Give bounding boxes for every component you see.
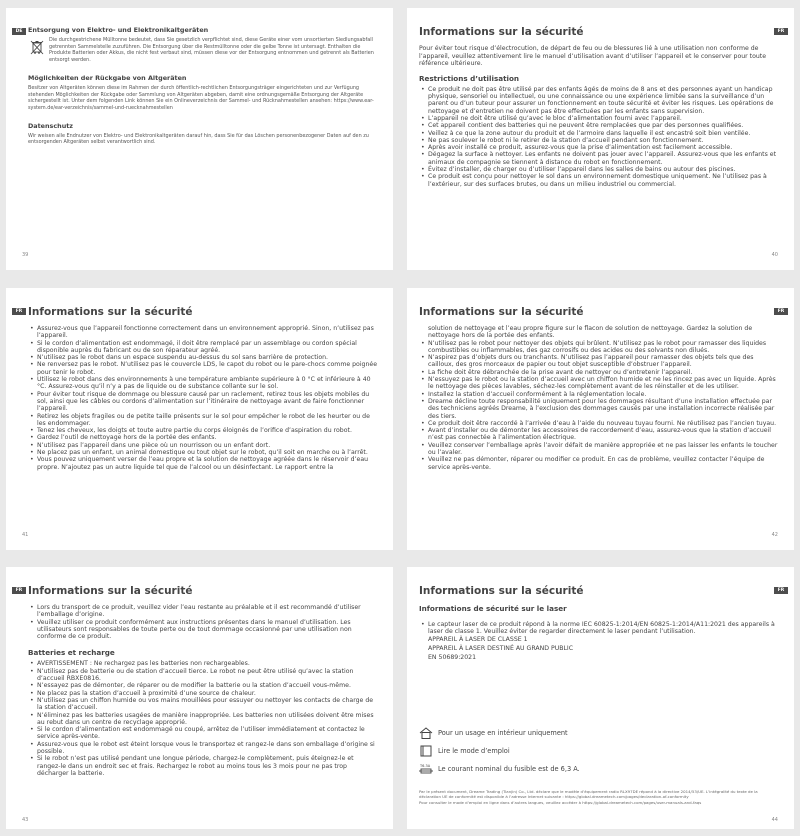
list-item: • Si le cordon d’alimentation est endommagé, il doit être remplacé par un assemblage ou cordon spécial disponible auprès du fabricant ou de son réparateur agréé. [37, 340, 379, 355]
bullet-list [419, 86, 778, 188]
list-item: • Dégagez la surface à nettoyer. Les enfants ne doivent pas jouer avec l’appareil. Assurez-vous que les enfants et animaux de compagnie se tiennent à distance du robot en fonctionnement. [428, 151, 778, 166]
list-item: • Évitez d’installer, de charger ou d’utiliser l’appareil dans les salles de bains ou autour des piscines. [428, 166, 778, 173]
list-item: • Ce produit ne doit pas être utilisé par des enfants âgés de moins de 8 ans et des personnes ayant un handicap physique, sensoriel ou intellectuel, ou une connaissance ou une expérience limitée sans la surveillance d’un parent ou d’un tuteur pour assurer un fonctionnement en toute sécurité et éviter les risques. Les opérations de nettoyage et d’entretien ne doivent pas être effectuées par les enfants sans supervision. [428, 86, 778, 115]
list-item: • Veuillez ne pas démonter, réparer ou modifier ce produit. En cas de problème, veuillez contacter l’équipe de service après-vente. [428, 456, 778, 471]
manual-page-40 [407, 8, 794, 270]
list-item: • Tenez les cheveux, les doigts et toute autre partie du corps éloignés de l’orifice d’aspiration du robot. [37, 427, 379, 434]
page-content [419, 26, 778, 188]
list-item: • N’utilisez pas le robot dans un espace suspendu au-dessus du sol sans barrière de protection. [37, 354, 379, 361]
list-item: • La fiche doit être débranchée de la prise avant de nettoyer ou d’entretenir l’appareil. [428, 369, 778, 376]
bullet-list [419, 340, 778, 471]
list-item: • Assurez-vous que l’appareil fonctionne correctement dans un environnement approprié. Sinon, n’utilisez pas l’appareil. [37, 325, 379, 340]
bullet-list [28, 604, 379, 640]
fuse-rating-label: T6.3A [420, 764, 431, 768]
list-item: • Veuillez utiliser ce produit conformément aux instructions présentes dans le manuel d’utilisation. Les utilisateurs sont responsables de toute perte ou de tout dommage occasionné par une utilisation non conforme de ce produit. [37, 619, 379, 641]
section-title-weee: Entsorgung von Elektro- und Elektronikaltgeräten [28, 26, 209, 34]
list-item: • Après avoir installé ce produit, assurez-vous que la prise d’alimentation est facilement accessible. [428, 144, 778, 151]
list-item: • Pour éviter tout risque de dommage ou blessure causé par un raclement, retirez tous les objets mobiles du sol, ainsi que les câbles ou cordons d’alimentation sur l’itinéraire de nettoyage avant de faire fonctionner l’appareil. [37, 391, 379, 413]
page-title: Informations sur la sécurité [419, 26, 584, 38]
list-item: • Cet appareil contient des batteries qui ne peuvent être remplacées que par des personnes qualifiées. [428, 122, 778, 129]
page-content [28, 26, 379, 146]
list-item: • Installez la station d’accueil conformément à la réglementation locale. [428, 391, 778, 398]
manual-page-44 [407, 567, 794, 829]
legend-row [419, 727, 580, 739]
legend-text: Le courant nominal du fusible est de 6,3 A. [438, 765, 580, 773]
list-item: • Veillez à ce que la zone autour du produit et de l’armoire dans laquelle il est encastré soit bien ventilée. [428, 130, 778, 137]
legend-text: Lire le mode d’emploi [438, 747, 510, 755]
page-number: 39 [22, 252, 29, 258]
list-item: • L’appareil ne doit être utilisé qu’avec le bloc d’alimentation fourni avec l’appareil. [428, 115, 778, 122]
fuse-icon [419, 763, 433, 775]
list-item: • N’aspirez pas d’objets durs ou tranchants. N’utilisez pas l’appareil pour ramasser des objets tels que des cailloux, des gros morceaux de papier ou tout objet susceptible d’obstruer l’appareil. [428, 354, 778, 369]
intro-text: Pour éviter tout risque d’électrocution, de départ de feu ou de blessures lié à une utilisation non conforme de l’appareil, veuillez attentivement lire le manuel d’utilisation avant d’utiliser l’appareil et le conserver pour toute référence ultérieure. [419, 45, 767, 68]
list-item: • Retirez les objets fragiles ou de petite taille présents sur le sol pour empêcher le robot de les heurter ou de les endommager. [37, 413, 379, 428]
list-item: • Ce produit est conçu pour nettoyer le sol dans un environnement domestique uniquement. Ne l’utilisez pas à l’extérieur, sur des surfaces brutes, ou dans un milieu industriel ou commercial. [428, 173, 778, 188]
section-title-privacy: Datenschutz [28, 121, 74, 130]
list-item: • Vous pouvez uniquement verser de l’eau propre et la solution de nettoyage agréée dans le réservoir d’eau propre. N’ajoutez pas un autre liquide tel que de l’alcool ou un désinfectant. Le rapport entre la [37, 456, 379, 471]
page-number: 42 [771, 532, 778, 538]
list-item: • Utilisez le robot dans des environnements à une température ambiante supérieure à 0 °C et inférieure à 40 °C. Assurez-vous qu’il n’y a pas de liquide ou de substance collante sur le sol. [37, 376, 379, 391]
page-content [28, 585, 379, 777]
list-item: • N’essuyez pas le robot ou la station d’accueil avec un chiffon humide et ne les rincez pas avec un liquide. Après le nettoyage des pièces lavables, séchez-les complètement avant de les réinstaller et de les utiliser. [428, 376, 778, 391]
list-item: • Ne pas soulever le robot ni le retirer de la station d’accueil pendant son fonctionnement. [428, 137, 778, 144]
list-item: • Si le robot n’est pas utilisé pendant une longue période, chargez-le complètement, puis éteignez-le et rangez-le dans un endroit sec et frais. Rechargez le robot au moins tous les 3 mois pour ne pas trop décharger la batterie. [37, 755, 379, 777]
page-number: 41 [22, 532, 29, 538]
continued-text: solution de nettoyage et l’eau propre figure sur le flacon de solution de nettoyage. Gardez la solution de nettoyage hors de la portée des enfants. [428, 325, 753, 340]
section-subtitle: Informations de sécurité sur le laser [419, 604, 567, 613]
list-item: • N’essayez pas de démonter, de réparer ou de modifier la batterie ou la station d’accueil vous-même. [37, 682, 379, 689]
list-item: • Ne renversez pas le robot. N’utilisez pas le couvercle LDS, le capot du robot ou le pare-chocs comme poignée pour tenir le robot. [37, 361, 379, 376]
laser-class-line: APPAREIL À LASER DE CLASSE 1 [428, 635, 528, 643]
bullet-list [28, 325, 379, 471]
crossed-bin-icon [30, 39, 44, 55]
language-tag: FR [774, 308, 788, 315]
language-tag: FR [12, 587, 26, 594]
house-icon [419, 727, 433, 739]
list-item: • AVERTISSEMENT : Ne rechargez pas les batteries non rechargeables. [37, 660, 379, 667]
list-item: • Avant d’installer ou de démonter les accessoires de raccordement d’eau, assurez-vous que la station d’accueil n’est pas connectée à l’alimentation électrique. [428, 427, 778, 442]
legend-text: Pour un usage en intérieur uniquement [438, 729, 568, 737]
manual-page-42 [407, 288, 794, 550]
laser-standard-line: EN 50689:2021 [428, 653, 477, 661]
list-item: • Ce produit doit être raccordé à l’arrivée d’eau à l’aide du nouveau tuyau fourni. Ne réutilisez pas l’ancien tuyau. [428, 420, 778, 427]
language-tag: FR [12, 308, 26, 315]
list-item: • Ne placez pas la station d’accueil à proximité d’une source de chaleur. [37, 690, 379, 697]
list-item: • N’utilisez pas le robot pour nettoyer des objets qui brûlent. N’utilisez pas le robot pour ramasser des liquides combustibles ou inflammables, des gaz corrosifs ou des acides ou des solvants non dilués. [428, 340, 778, 355]
language-tag: DE [12, 28, 26, 35]
list-item: • Lors du transport de ce produit, veuillez vider l’eau restante au préalable et il est recommandé d’utiliser l’emballage d’origine. [37, 604, 379, 619]
section-subtitle: Batteries et recharge [28, 648, 115, 658]
language-tag: FR [774, 28, 788, 35]
bullet-list [419, 621, 778, 636]
page-title: Informations sur la sécurité [419, 306, 584, 318]
battery-bullet-list [28, 660, 379, 777]
list-item: • Dreame décline toute responsabilité uniquement pour les dommages résultant d’une installation effectuée par des techniciens agréés Dreame, à l’exclusion des dommages causés par une installation incorrecte réalisée par des tiers. [428, 398, 778, 420]
list-item: • N’utilisez pas de batterie ou de station d’accueil tierce. Le robot ne peut être utilisé qu’avec la station d’accueil RBXE0816. [37, 668, 379, 683]
language-tag: FR [774, 587, 788, 594]
declaration-text: Par le présent document, Dreame Trading (Tianjin) Co., Ltd. déclare que le modèle d’équipement radio RLX97DE répond à la directive 2014/53/UE. L’intégralité du texte de la déclaration UE de conformité est disponible à l’adresse Internet suivante : https://global.dreametech.com/pages/declaration-of-conformity [419, 788, 758, 799]
list-item: • N’utilisez pas l’appareil dans une pièce où un nourrisson ou un enfant dort. [37, 442, 379, 449]
weee-section [28, 37, 379, 64]
page-content [28, 306, 379, 471]
section-subtitle: Restrictions d’utilisation [419, 73, 520, 83]
manual-page-41 [6, 288, 393, 550]
page-title: Informations sur la sécurité [28, 585, 193, 597]
section-title-return: Möglichkeiten der Rückgabe von Altgeräten [28, 73, 187, 82]
list-item: • Ne placez pas un enfant, un animal domestique ou tout objet sur le robot, qu’il soit en marche ou à l’arrêt. [37, 449, 379, 456]
return-text: Besitzer von Altgeräten können diese im Rahmen der durch öffentlich-rechtlichen Entsorgungsträger eingerichteten und zur Verfügung stehenden Möglichkeiten der Rückgabe oder Sammlung von Altgeräten abgeben, damit eine ordnungsgemäße Entsorgung der Altgeräte sichergestellt ist. Unter dem folgenden Link können Sie ein Onlineverzeichnis der Sammel- und Rücknahmestellen ansehen: https://www.ear-system.de/ear-verzeichnis/sammel-und-ruecknahmestellen [28, 84, 374, 111]
page-number: 43 [22, 817, 29, 823]
manual-page-43 [6, 567, 393, 829]
online-manual-text: Pour consulter le mode d’emploi en ligne dans d’autres langues, veuillez accéder à https://global.dreametech.com/pages/user-manuals-and-faqs [419, 799, 702, 805]
list-item: • N’utilisez pas un chiffon humide ou vos mains mouillées pour essuyer ou nettoyer les contacts de charge de la station d’accueil. [37, 697, 379, 712]
list-item: • Si le cordon d’alimentation est endommagé ou coupé, arrêtez de l’utiliser immédiatement et contactez le service après-vente. [37, 726, 379, 741]
page-number: 44 [771, 817, 778, 823]
list-item: • Gardez l’outil de nettoyage hors de la portée des enfants. [37, 434, 379, 441]
fine-print [419, 789, 780, 806]
book-icon [419, 745, 433, 757]
symbol-legend [419, 727, 580, 781]
weee-text: Die durchgestrichene Mülltonne bedeutet, dass Sie gesetzlich verpflichtet sind, diese Geräte einer vom unsortierten Siedlungsabfall getrennten Sammelstelle zuzuführen. Die Entsorgung über die Restmülltonne oder die gelbe Tonne ist untersagt. Enthalten die Produkte Batterien oder Akkus, die nicht fest verbaut sind, müssen diese vor der Entsorgung entnommen und getrennt als Batterien entsorgt werden. [49, 37, 374, 64]
list-item: • Veuillez conserver l’emballage après l’avoir défait de manière appropriée et ne pas laisser les enfants le toucher ou l’avaler. [428, 442, 778, 457]
privacy-text: Wir weisen alle Endnutzer von Elektro- und Elektronikaltgeräten darauf hin, dass Sie für das Löschen personenbezogener Daten auf den zu entsorgenden Altgeräten selbst verantwortlich sind. [28, 132, 369, 146]
legend-row [419, 745, 580, 757]
laser-consumer-line: APPAREIL À LASER DESTINÉ AU GRAND PUBLIC [428, 644, 574, 652]
legend-row [419, 763, 580, 775]
page-content [419, 306, 778, 471]
page-title: Informations sur la sécurité [28, 306, 193, 318]
list-item: • N’éliminez pas les batteries usagées de manière inappropriée. Les batteries non utilisées doivent être mises au rebut dans un centre de recyclage approprié. [37, 712, 379, 727]
page-title: Informations sur la sécurité [419, 585, 584, 597]
page-content [419, 585, 778, 663]
list-item: • Assurez-vous que le robot est éteint lorsque vous le transportez et rangez-le dans son emballage d’origine si possible. [37, 741, 379, 756]
page-number: 40 [771, 252, 778, 258]
manual-page-39 [6, 8, 393, 270]
list-item: • Le capteur laser de ce produit répond à la norme IEC 60825-1:2014/EN 60825-1:2014/A11:2021 des appareils à laser de classe 1. Veuillez éviter de regarder directement le laser pendant l’utilisation. [428, 621, 778, 636]
